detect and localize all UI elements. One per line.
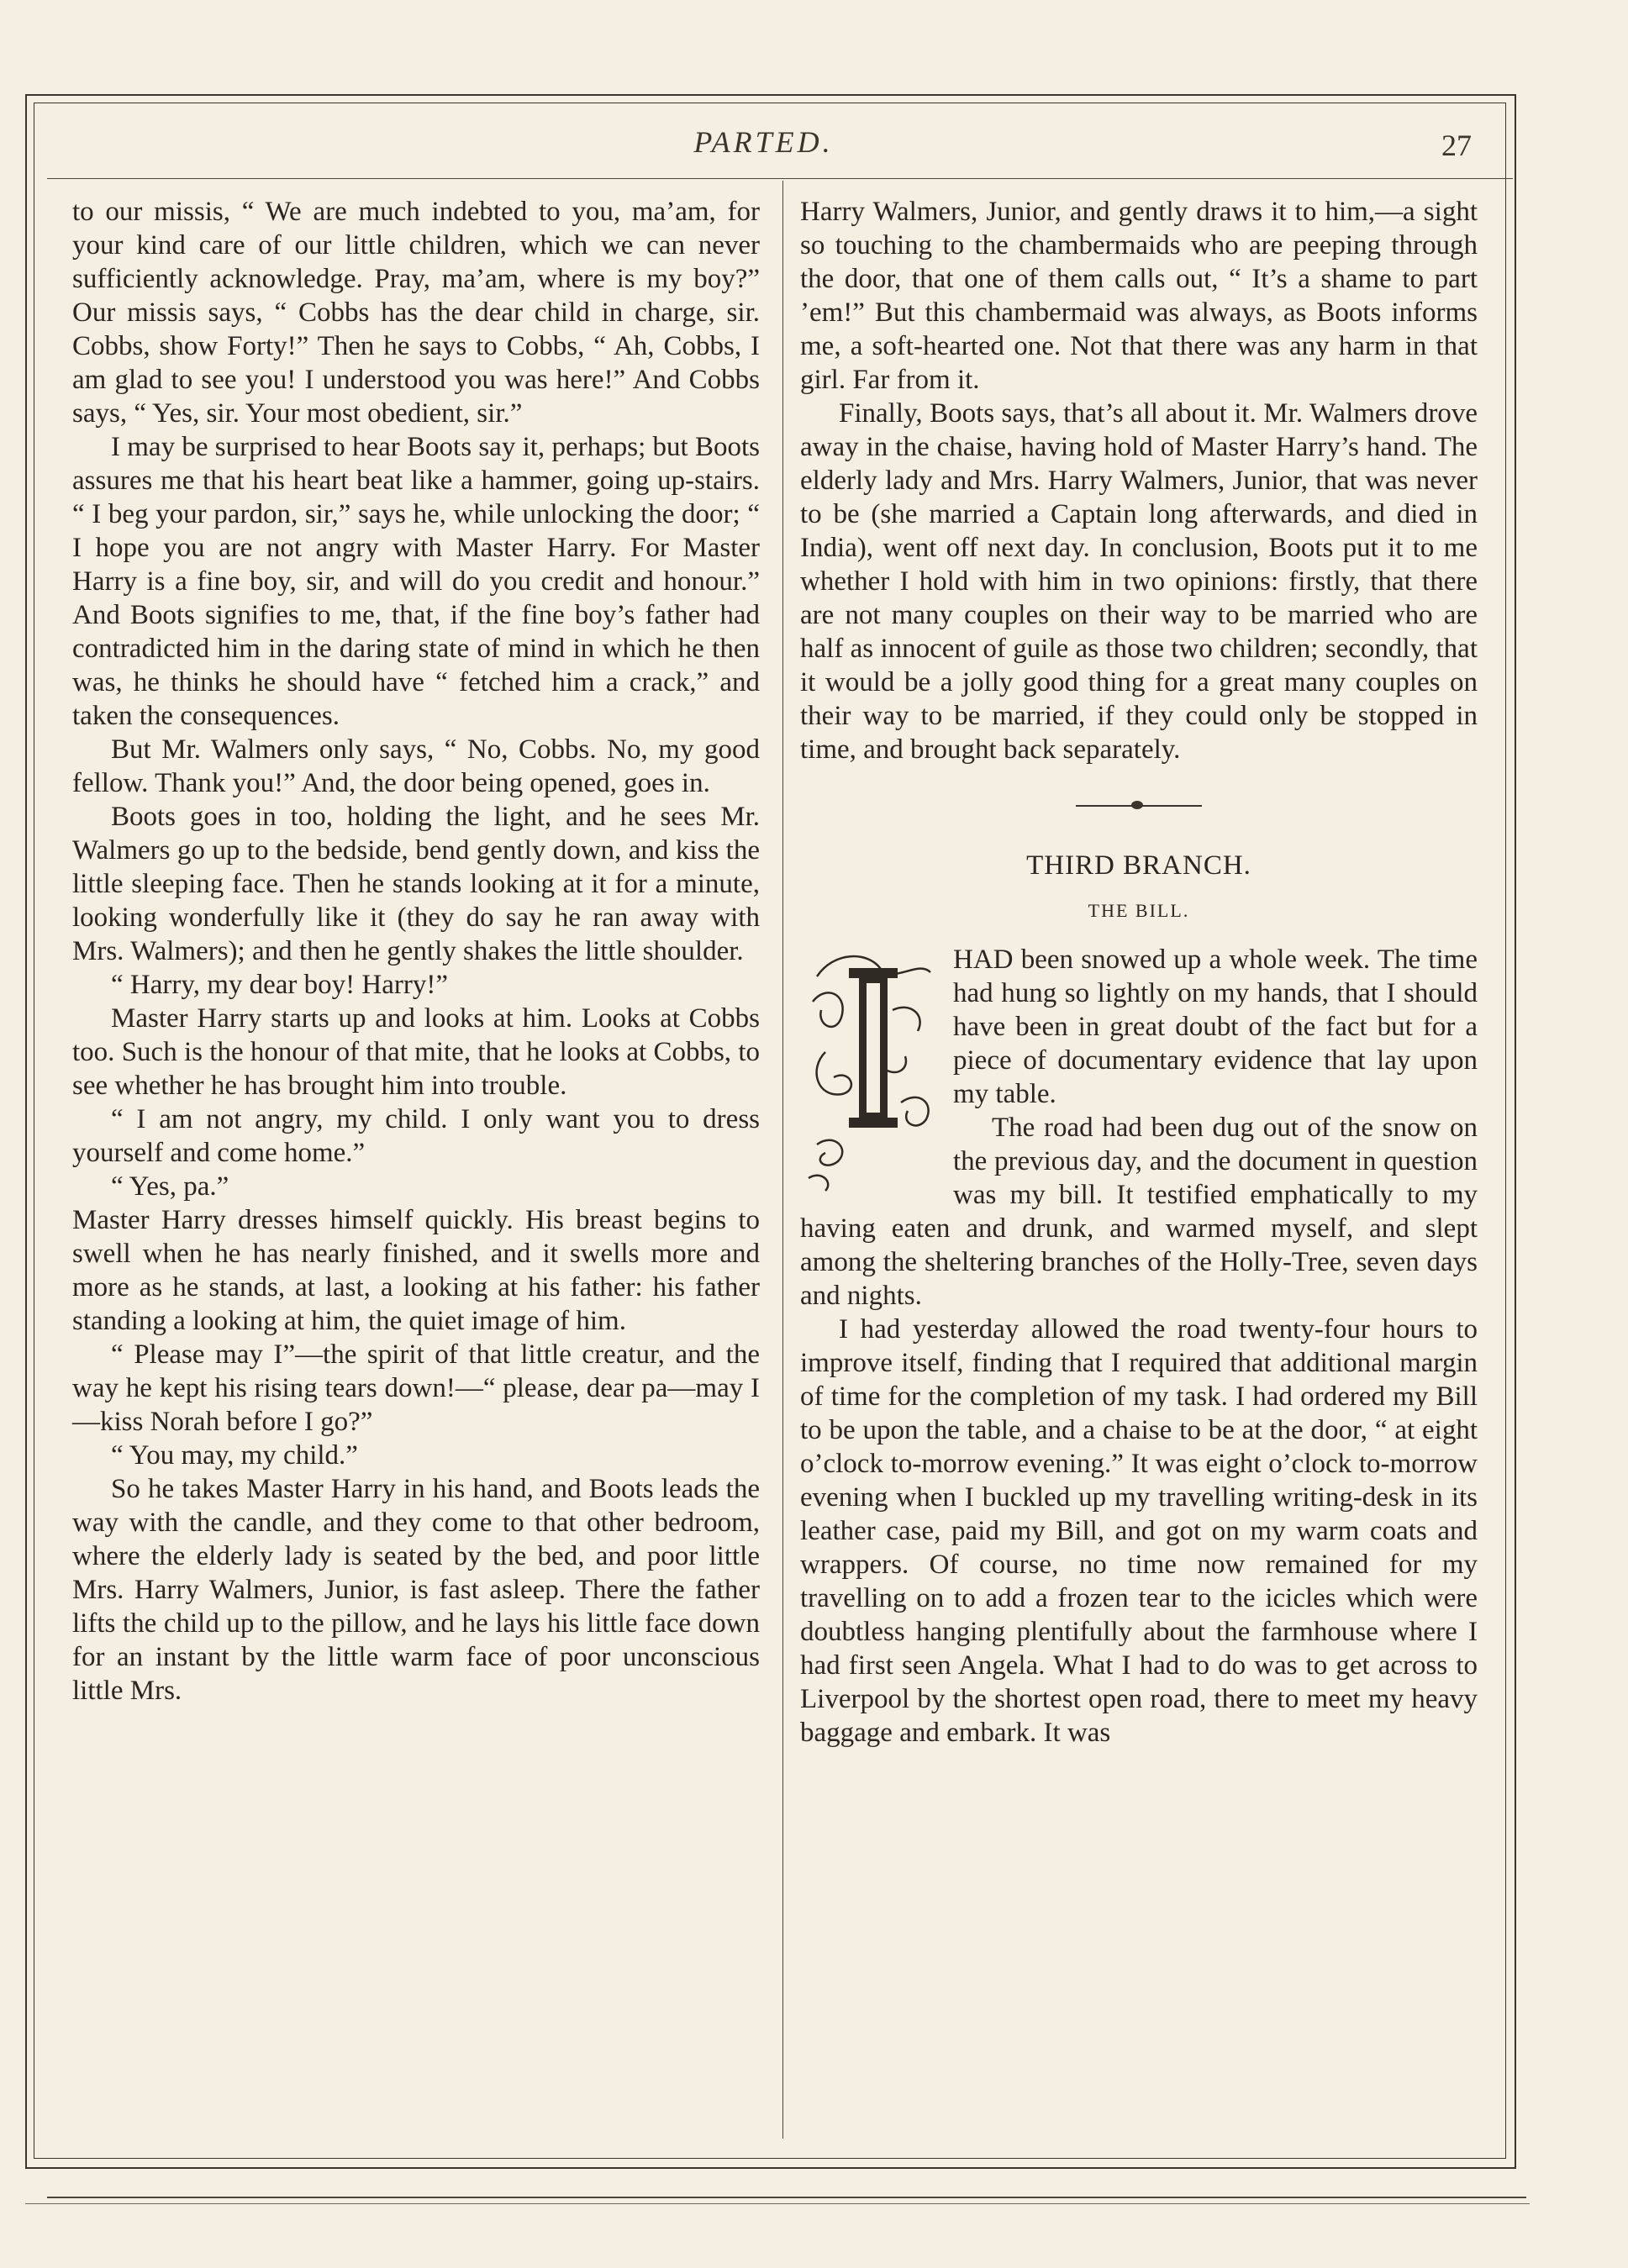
section-title: THIRD BRANCH. (1026, 850, 1251, 881)
paragraph: I had yesterday allowed the road twenty-four hours to improve itself, finding that I required that additional margin of time for the completion of my task. I had ordered my Bill to be upon the table, and a chaise to be at the door, “ at eight o’clock to-morrow evening.” It was eight o’clock to-morrow evening when I buckled up my travelling writing-desk in its leather case, paid my Bill, and got on my warm coats and wrappers. Of course, no time now remained for my travelling on to add a frozen tear to the icicles which were doubtless hanging plentifully about the farmhouse where I had first seen Angela. What I had to do was to get across to Liverpool by the shortest open road, there to meet my heavy baggage and embark. It was (800, 1314, 1478, 1748)
paragraph: “ Harry, my dear boy! Harry!” (111, 970, 448, 1000)
paragraph: The road had been dug out of the snow on the previous day, and the document in question was my bill. It testified emphatically to my having eaten and drunk, and warmed myself, and slept among the sheltering branches of the Holly-Tree, seven days and nights. (800, 1113, 1478, 1311)
header-rule (47, 178, 1513, 179)
left-column (72, 195, 760, 1708)
paragraph: But Mr. Walmers only says, “ No, Cobbs. No, my good fellow. Thank you!” And, the door being opened, goes in. (72, 734, 760, 798)
paragraph: “ You may, my child.” (111, 1440, 358, 1471)
right-column (800, 195, 1478, 1750)
paragraph: Finally, Boots says, that’s all about it. Mr. Walmers drove away in the chaise, having hold of Master Harry’s hand. The elderly lady and Mrs. Harry Walmers, Junior, that was never to be (she married a Captain long afterwards, and died in India), went off next day. In conclusion, Boots put it to me whether I hold with him in two opinions: firstly, that there are not many couples on their way to be married who are half as innocent of guile as those two children; secondly, that it would be a jolly good thing for a great many couples on their way to be married, if they could only be stopped in time, and brought back separately. (800, 398, 1478, 765)
bottom-rule (47, 2197, 1526, 2198)
paragraph: Boots goes in too, holding the light, and he sees Mr. Walmers go up to the bedside, bend gently down, and kiss the little sleeping face. Then he stands looking at it for a minute, looking wonderfully like it (they do say he ran away with Mrs. Walmers); and then he gently shakes the little shoulder. (72, 802, 760, 966)
paragraph: “ Please may I”—the spirit of that little creatur, and the way he kept his rising tears down!—“ please, dear pa—may I—kiss Norah before I go?” (72, 1339, 760, 1437)
paragraph: HAD been snowed up a whole week. The time had hung so lightly on my hands, that I should have been in great doubt of the fact but for a piece of documentary evidence that lay upon my table. (953, 945, 1478, 1109)
decorated-drop-cap-icon (800, 943, 941, 1195)
paragraph: to our missis, “ We are much indebted to you, ma’am, for your kind care of our little children, which we can never sufficiently acknowledge. Pray, ma’am, where is my boy?” Our missis says, “ Cobbs has the dear child in charge, sir. Cobbs, show Forty!” Then he says to Cobbs, “ Ah, Cobbs, I am glad to see you! I understood you was here!” And Cobbs says, “ Yes, sir. Your most obedient, sir.” (72, 197, 760, 429)
section-subtitle: THE BILL. (1088, 900, 1190, 921)
page-header (0, 124, 1628, 171)
column-divider (782, 181, 783, 2139)
section-body (800, 943, 1478, 1750)
page-number: 27 (1441, 129, 1472, 162)
paragraph: “ I am not angry, my child. I only want you to dress yourself and come home.” (72, 1104, 760, 1168)
paragraph: “ Yes, pa.” (111, 1171, 229, 1202)
section-ornament (1076, 805, 1202, 807)
bottom-rule-secondary (25, 2203, 1530, 2204)
running-title: PARTED. (693, 125, 834, 159)
paragraph: Harry Walmers, Junior, and gently draws it to him,—a sight so touching to the chambermaids who are peeping through the door, that one of them calls out, “ It’s a shame to part ’em!” But this chambermaid was always, as Boots informs me, a soft-hearted one. Not that there was any harm in that girl. Far from it. (800, 197, 1478, 395)
paragraph: I may be surprised to hear Boots say it, perhaps; but Boots assures me that his heart beat like a hammer, going up-stairs. “ I beg your pardon, sir,” says he, while unlocking the door; “ I hope you are not angry with Master Harry. For Master Harry is a fine boy, sir, and will do you credit and honour.” And Boots signifies to me, that, if the fine boy’s father had contradicted him in the daring state of mind in which he then was, he thinks he should have “ fetched him a crack,” and taken the consequences. (72, 432, 760, 731)
ornament-dot (1131, 801, 1143, 809)
paragraph: So he takes Master Harry in his hand, and Boots leads the way with the candle, and they come to that other bedroom, where the elderly lady is seated by the bed, and poor little Mrs. Harry Walmers, Junior, is fast asleep. There the father lifts the child up to the pillow, and he lays his little face down for an instant by the little warm face of poor unconscious little Mrs. (72, 1474, 760, 1706)
paragraph: Master Harry starts up and looks at him. Looks at Cobbs too. Such is the honour of that mite, that he looks at Cobbs, to see whether he has brought him into trouble. (72, 1003, 760, 1101)
paragraph: Master Harry dresses himself quickly. His breast begins to swell when he has nearly finished, and it swells more and more as he stands, at last, a looking at his father: his father standing a looking at him, the quiet image of him. (72, 1205, 760, 1336)
